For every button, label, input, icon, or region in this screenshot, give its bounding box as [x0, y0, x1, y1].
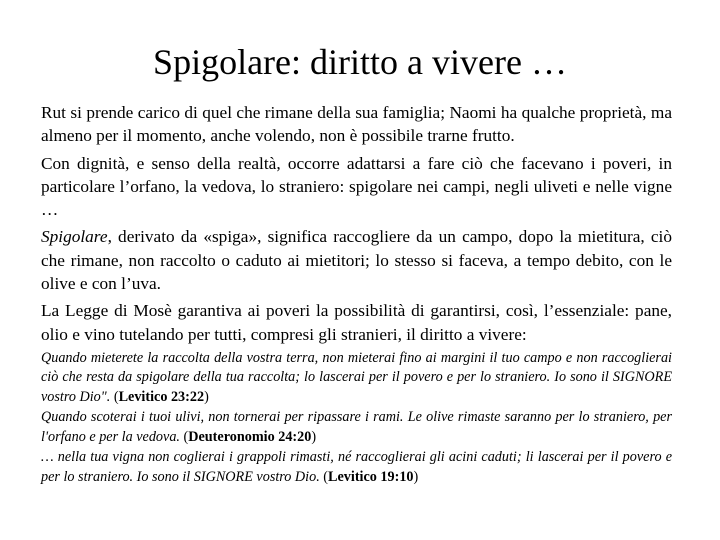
quote-text: Quando mieterete la raccolta della vostra terra, non mieterai fino ai margini il tuo campo e non raccoglierai ciò che resta da spigolare della tua raccolta; lo lascerai per il povero e per lo straniero. Io sono il SIGNORE vostro Dio".: [41, 349, 672, 405]
quote-ref-close: ): [311, 428, 317, 445]
quote-ref-close: ): [413, 468, 419, 485]
quote-reference: Deuteronomio 24:20: [188, 428, 312, 445]
quote-reference: Levitico 23:22: [118, 388, 205, 405]
paragraph-rut: Rut si prende carico di quel che rimane della sua famiglia; Naomi ha qualche proprietà, ma almeno per il momento, anche volendo, non è possibile trarne frutto.: [41, 103, 672, 146]
definition-text: , derivato da «spiga», significa raccogliere da un campo, dopo la mietitura, ciò che rimane, non raccolto o caduto ai mietitori; lo stesso si faceva, a tempo debito, con le olive e con l’uva.: [41, 227, 672, 294]
paragraph-dignita: Con dignità, e senso della realtà, occorre adattarsi a fare ciò che facevano i poveri, in particolare l’orfano, la vedova, lo straniero: spigolare nei campi, negli uliveti e nelle vigne …: [41, 153, 672, 220]
slide-body: [41, 101, 672, 487]
quote-reference: Levitico 19:10: [328, 468, 414, 485]
quote-ref-open: (: [319, 468, 329, 485]
slide-title: Spigolare: diritto a vivere …: [153, 42, 567, 82]
quote-levitico-23: [41, 349, 672, 408]
quote-text: … nella tua vigna non coglierai i grappoli rimasti, né raccoglierai gli acini caduti; li lascerai per il povero e per lo straniero. Io sono il SIGNORE vostro Dio.: [41, 449, 672, 485]
quote-levitico-19: [41, 448, 672, 487]
paragraph-spigolare-definition: [41, 225, 672, 295]
quote-text: Quando scoterai i tuoi ulivi, non tornerai per ripassare i rami. Le olive rimaste saranno per lo straniero, per l'orfano e per la vedova.: [41, 409, 672, 445]
quote-ref-open: (: [110, 388, 119, 405]
paragraph-legge-mose: La Legge di Mosè garantiva ai poveri la possibilità di garantirsi, così, l’essenziale: pane, olio e vino tutelando per tutti, compresi gli stranieri, il diritto a vivere:: [41, 301, 672, 344]
quote-deuteronomio-24: [41, 408, 672, 447]
quote-ref-open: (: [179, 428, 189, 445]
quote-ref-close: ): [204, 388, 209, 405]
term-spigolare: Spigolare: [41, 227, 108, 247]
